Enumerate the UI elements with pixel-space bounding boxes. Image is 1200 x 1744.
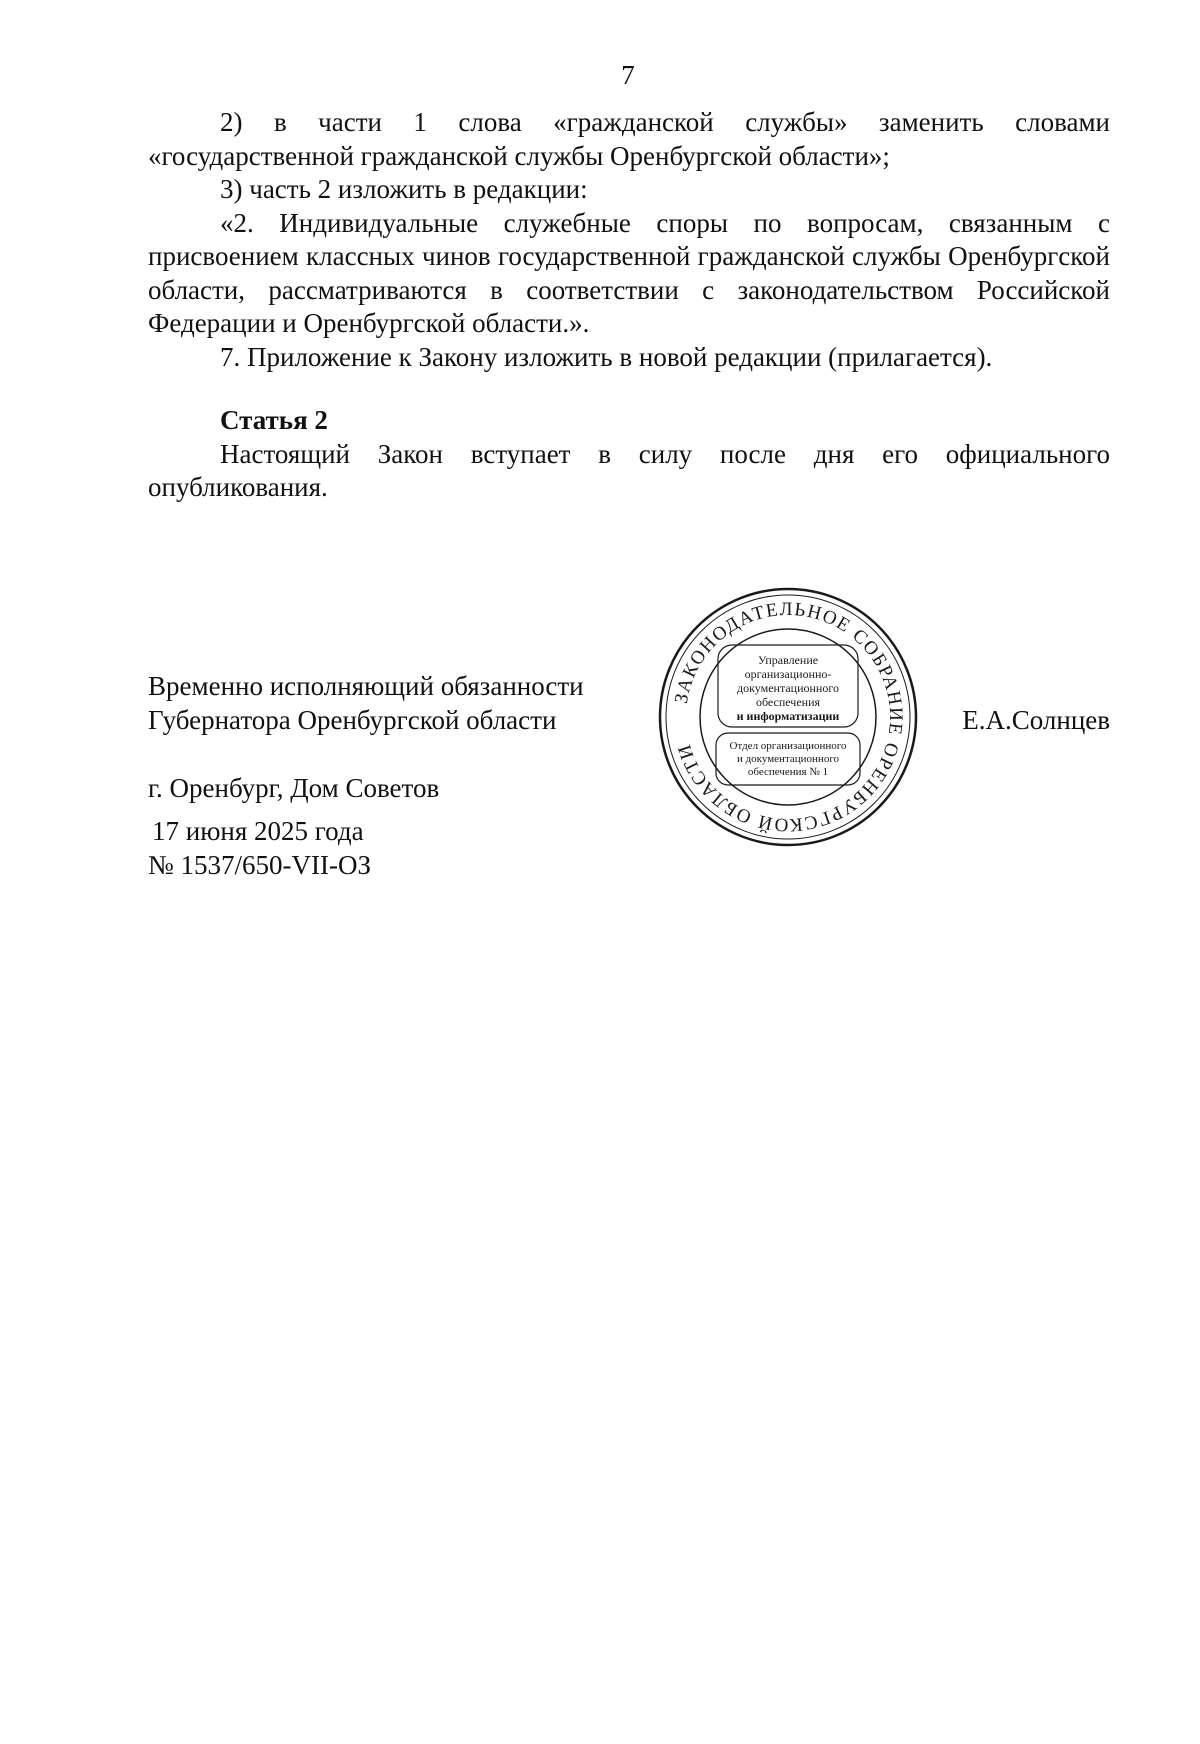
svg-text:обеспечения: обеспечения	[755, 695, 821, 709]
signatory-title-line2: Губернатора Оренбургской области	[148, 704, 557, 735]
article-2-heading: Статья 2	[220, 405, 328, 435]
paragraph-item-3: 3) часть 2 изложить в редакции:	[220, 174, 588, 204]
signatory-name: Е.А.Солнцев	[962, 705, 1110, 735]
page-number: 7	[621, 60, 635, 90]
svg-text:Управление: Управление	[757, 653, 819, 667]
official-seal	[656, 585, 920, 849]
document-body	[148, 106, 1110, 505]
svg-text:и информатизации: и информатизации	[736, 709, 840, 723]
signing-place: г. Оренбург, Дом Советов	[148, 773, 440, 803]
paragraph-item-7: 7. Приложение к Закону изложить в новой редакции (прилагается).	[220, 341, 993, 372]
spacer	[148, 374, 1110, 404]
signing-date: 17 июня 2025 года	[152, 816, 364, 846]
signatory-title-line1: Временно исполняющий обязанности	[148, 671, 584, 701]
seal-ring-text: ЗАКОНОДАТЕЛЬНОЕ СОБРАНИЕ ОРЕНБУРГСКОЙ ОБЛАСТИ	[670, 598, 907, 836]
article-2-text: Настоящий Закон вступает в силу после дня его официального опубликования.	[148, 438, 1110, 502]
svg-text:и документационного: и документационного	[736, 753, 840, 765]
svg-text:организационно-: организационно-	[744, 667, 832, 681]
law-number: № 1537/650-VII-ОЗ	[148, 850, 372, 880]
paragraph-item-2: 2) в части 1 слова «гражданской службы» заменить словами «государственной гражданской службы Оренбургской области»;	[148, 107, 1110, 171]
svg-text:документационного: документационного	[737, 681, 839, 695]
signatory-title	[148, 670, 584, 737]
paragraph-quoted-part-2: «2. Индивидуальные служебные споры по вопросам, связанным с присвоением классных чинов государственной гражданской службы Оренбургской области, рассматриваются в соответствии с законодательством Российской Федерации и Оренбургской области.».	[148, 207, 1110, 338]
svg-text:Отдел организационного: Отдел организационного	[729, 740, 847, 752]
svg-text:обеспечения № 1: обеспечения № 1	[747, 766, 829, 778]
